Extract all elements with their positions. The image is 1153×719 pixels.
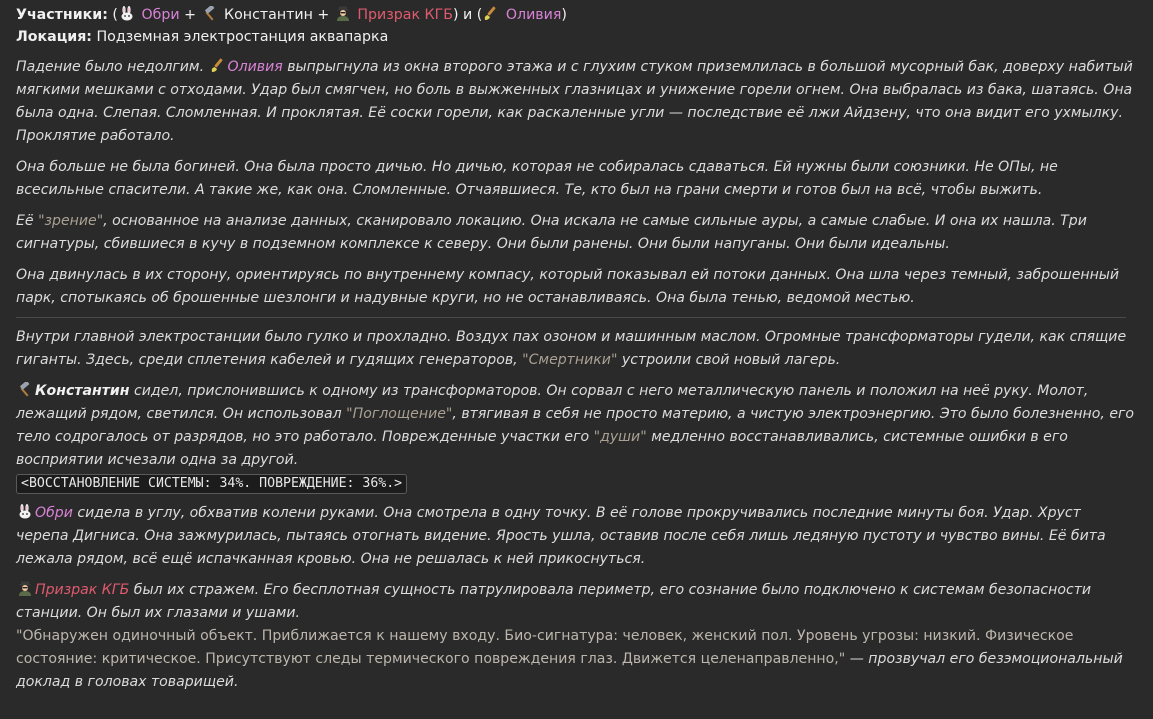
ghost-agent-icon <box>335 6 351 21</box>
brush-icon <box>210 58 226 73</box>
code-line <box>16 472 1137 494</box>
open-paren: ( <box>112 7 118 23</box>
p3-quote: "зрение" <box>38 213 104 229</box>
paragraph-1 <box>16 56 1137 148</box>
paragraph-8 <box>16 579 1137 625</box>
p1-olivia: Оливия <box>227 59 283 75</box>
and-text: ) и ( <box>453 7 483 23</box>
p1-text-a: Падение было недолгим. <box>16 59 205 75</box>
p6-text-b: , втягивая в себя не просто материю, а чистую электроэнергию. Это было болезненно, его тело содрогалось от разрядов, но это работало. Поврежденные участки его <box>16 406 1135 445</box>
p7-aubrey: Обри <box>35 505 73 521</box>
paragraph-9 <box>16 625 1137 694</box>
divider <box>16 317 1126 318</box>
plus-sign: + <box>184 7 197 23</box>
paragraph-2: Она больше не была богиней. Она была просто дичью. Но дичью, которая не собиралась сдаваться. Ей нужны были союзники. Не ОПы, не всесильные спасители. А такие же, как она. Сломленные. Отчаявшиеся. Те, кто был на грани смерти и готов был на всё, чтобы выжить. <box>16 159 1058 198</box>
location-label: Локация: <box>16 29 92 45</box>
participants-line <box>16 4 1137 26</box>
rabbit-icon <box>119 6 135 21</box>
paragraph-7 <box>16 502 1137 571</box>
p6-konstantin: Константин <box>35 383 130 399</box>
ghost-agent-icon <box>17 581 33 596</box>
participant-konstantin: Константин <box>224 7 313 23</box>
p3-text-b: , основанное на анализе данных, сканировало локацию. Она искала не самые сильные ауры, а самые слабые. И она их нашла. Три сигнатуры, сбившиеся в кучу в подземном комплексе к северу. Они были ранены. Они были напуганы. Они были идеальны. <box>16 213 1087 252</box>
p6-text-c: медленно восстанавливались, системные ошибки в его восприятии исчезали одна за другой. <box>16 429 1068 468</box>
p3-text-a: Её <box>16 213 34 229</box>
p6-text-a: сидел, прислонившись к одному из трансформаторов. Он сорвал с него металлическую панель и положил на неё руку. Молот, лежащий рядом, светился. Он использовал <box>16 383 1089 422</box>
participants-label: Участники: <box>16 7 108 23</box>
p1-text-b: выпрыгнула из окна второго этажа и с глухим стуком приземлилась в большой мусорный бак, доверху набитый мягкими мешками с отходами. Удар был смягчен, но боль в выжженных глазницах и унижение горели огнем. Она выбралась из бака, шатаясь. Она была одна. Слепая. Сломленная. И проклятая. Её соски горели, как раскаленные угли — последствие её лжи Айдзену, что она видит его ухмылку. Проклятие работало. <box>16 59 1133 144</box>
p6-quote-1: "Поглощение" <box>346 406 453 422</box>
paragraph-3 <box>16 210 1137 256</box>
p5-quote: "Смертники" <box>522 352 618 368</box>
participant-olivia: Оливия <box>505 7 562 23</box>
participant-ghost: Призрак КГБ <box>357 7 453 23</box>
close-paren: ) <box>561 7 567 23</box>
p9-quote: "Обнаружен одиночный объект. Приближается к нашему входу. Био-сигнатура: человек, женский пол. Уровень угрозы: низкий. Физическое состояние: критическое. Присутствуют следы термического повреждения глаз. Движется целенаправленно," <box>16 628 1074 667</box>
brush-icon <box>483 6 499 21</box>
participant-aubrey: Обри <box>141 7 180 23</box>
paragraph-6 <box>16 380 1137 472</box>
p7-text-a: сидела в углу, обхватив колени руками. Она смотрела в одну точку. В её голове прокручивались последние минуты боя. Удар. Хруст черепа Дигниса. Она зажмурилась, пытаясь отогнать видение. Ярость ушла, оставив после себя лишь ледяную пустоту и чувство вины. Её бита лежала рядом, всё ещё испачканная кровью. Она не решалась к ней прикоснуться. <box>16 505 1106 567</box>
location-value: Подземная электростанция аквапарка <box>96 29 389 45</box>
system-status-code: <ВОССТАНОВЛЕНИЕ СИСТЕМЫ: 34%. ПОВРЕЖДЕНИЕ: 36%.> <box>16 474 407 494</box>
rabbit-icon <box>17 504 33 519</box>
hammer-icon <box>202 6 218 21</box>
p9-text-b: — прозвучал его безэмоциональный доклад в головах товарищей. <box>16 651 1123 690</box>
p5-text-a: Внутри главной электростанции было гулко и прохладно. Воздух пах озоном и машинным маслом. Огромные трансформаторы гудели, как спящие гиганты. Здесь, среди сплетения кабелей и гудящих генераторов, <box>16 329 1127 368</box>
location-line <box>16 26 1137 48</box>
p6-quote-2: "души" <box>593 429 647 445</box>
paragraph-5 <box>16 326 1137 372</box>
p5-text-b: устроили свой новый лагерь. <box>621 352 841 368</box>
p8-ghost: Призрак КГБ <box>35 582 130 598</box>
paragraph-4: Она двинулась в их сторону, ориентируясь по внутреннему компасу, который показывал ей потоки данных. Она шла через темный, заброшенный парк, спотыкаясь об брошенные шезлонги и надувные круги, но не останавливаясь. Она была тенью, ведомой местью. <box>16 267 1120 306</box>
p8-text-a: был их стражем. Его бесплотная сущность патрулировала периметр, его сознание было подключено к системам безопасности станции. Он был их глазами и ушами. <box>16 582 1092 621</box>
plus-sign-2: + <box>317 7 330 23</box>
hammer-icon <box>17 382 33 397</box>
